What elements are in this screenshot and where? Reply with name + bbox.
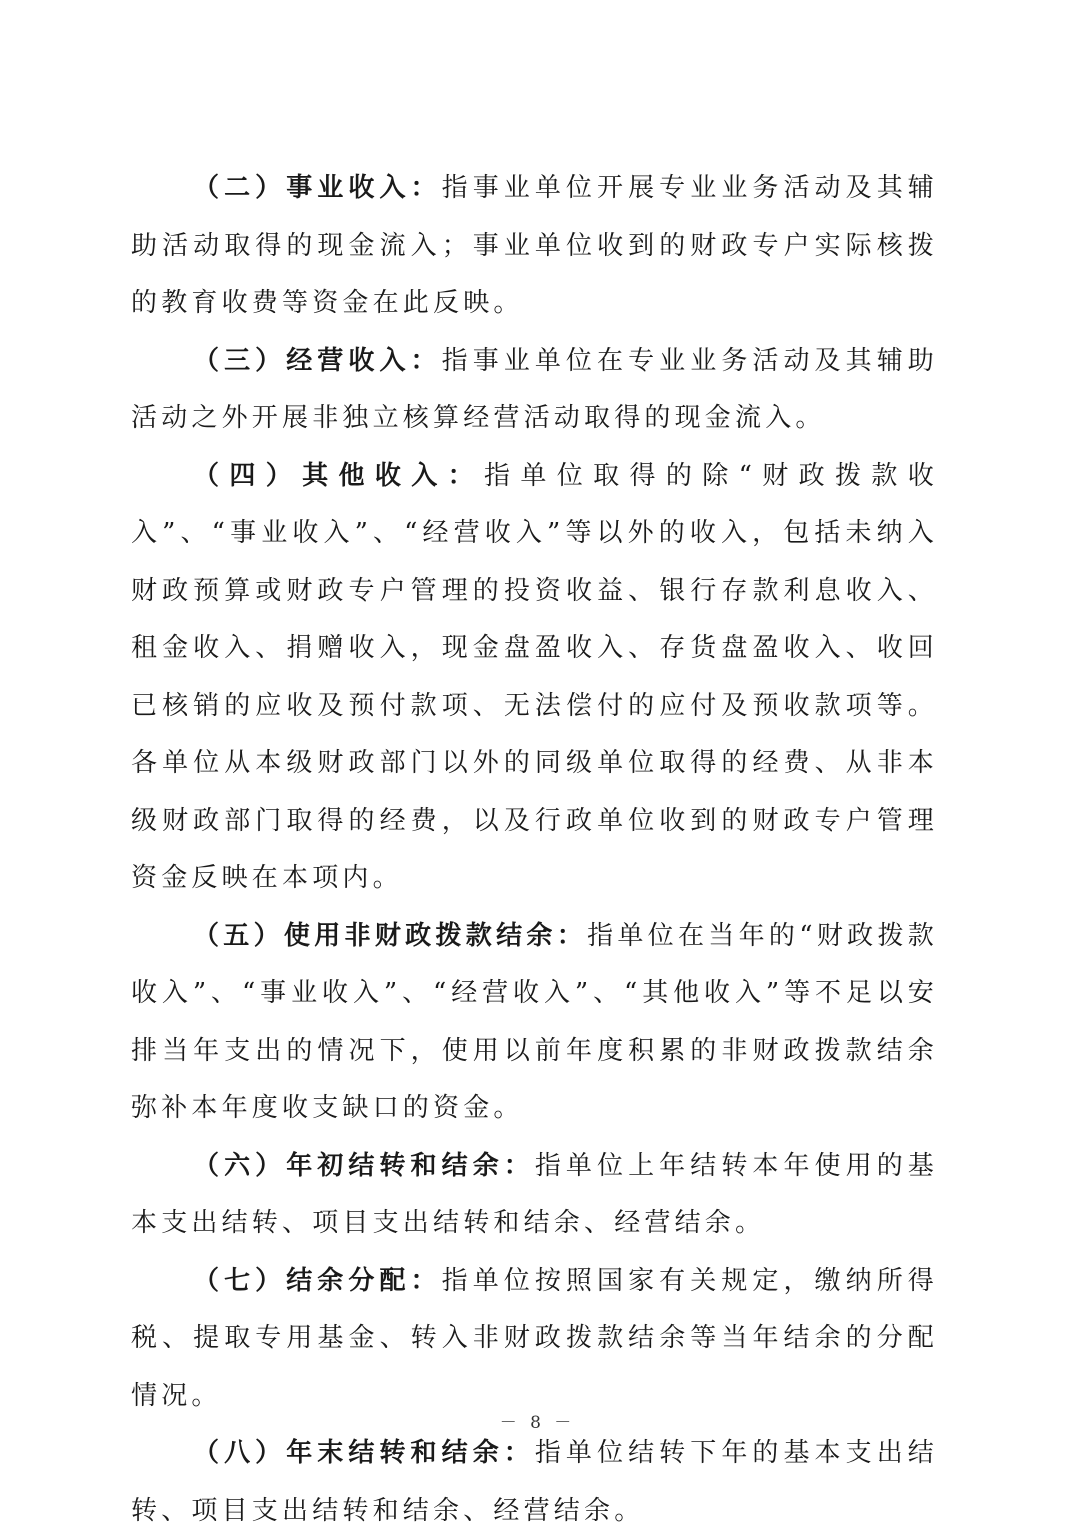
term-business-income: （二）事业收入： [193,173,442,203]
definition-opening-balance: 指单位上年结转本年使用的基本支出结转、项目支出结转和结余、经营结余。 [131,1150,938,1238]
definition-non-fiscal-surplus: 指单位在当年的“财政拨款收入”、“事业收入”、“经营收入”、“其他收入”等不足以安排当年支出的情况下，使用以前年度积累的非财政拨款结余弥补本年度收支缺口的资金。 [131,920,938,1123]
paragraph-business-income [131,160,938,333]
page-number: － 8 － [499,1413,576,1433]
document-body [131,160,938,1540]
paragraph-closing-balance [131,1425,938,1540]
term-surplus-distribution: （七）结余分配： [193,1265,442,1296]
term-non-fiscal-surplus: （五）使用非财政拨款结余： [193,920,588,951]
paragraph-surplus-distribution [131,1253,938,1426]
paragraph-non-fiscal-surplus [131,908,938,1138]
definition-business-income: 指事业单位开展专业业务活动及其辅助活动取得的现金流入；事业单位收到的财政专户实际核拨的教育收费等资金在此反映。 [131,173,938,318]
definition-closing-balance: 指单位结转下年的基本支出结转、项目支出结转和结余、经营结余。 [131,1438,938,1526]
paragraph-operating-income [131,333,938,448]
term-opening-balance: （六）年初结转和结余： [193,1150,535,1181]
definition-other-income: 指单位取得的除“财政拨款收入”、“事业收入”、“经营收入”等以外的收入，包括未纳入财政预算或财政专户管理的投资收益、银行存款利息收入、租金收入、捐赠收入，现金盘盈收入、存货盘盈收入、收回已核销的应收及预付款项、无法偿付的应付及预收款项等。各单位从本级财政部门以外的同级单位取得的经费、从非本级财政部门取得的经费，以及行政单位收到的财政专户管理资金反映在本项内。 [131,460,938,893]
paragraph-opening-balance [131,1138,938,1253]
term-closing-balance: （八）年末结转和结余： [193,1438,535,1468]
paragraph-other-income [131,448,938,908]
term-other-income: （四）其他收入： [193,460,484,491]
definition-operating-income: 指事业单位在专业业务活动及其辅助活动之外开展非独立核算经营活动取得的现金流入。 [131,345,938,433]
definition-surplus-distribution: 指单位按照国家有关规定，缴纳所得税、提取专用基金、转入非财政拨款结余等当年结余的分配情况。 [131,1265,938,1411]
term-operating-income: （三）经营收入： [193,345,442,376]
